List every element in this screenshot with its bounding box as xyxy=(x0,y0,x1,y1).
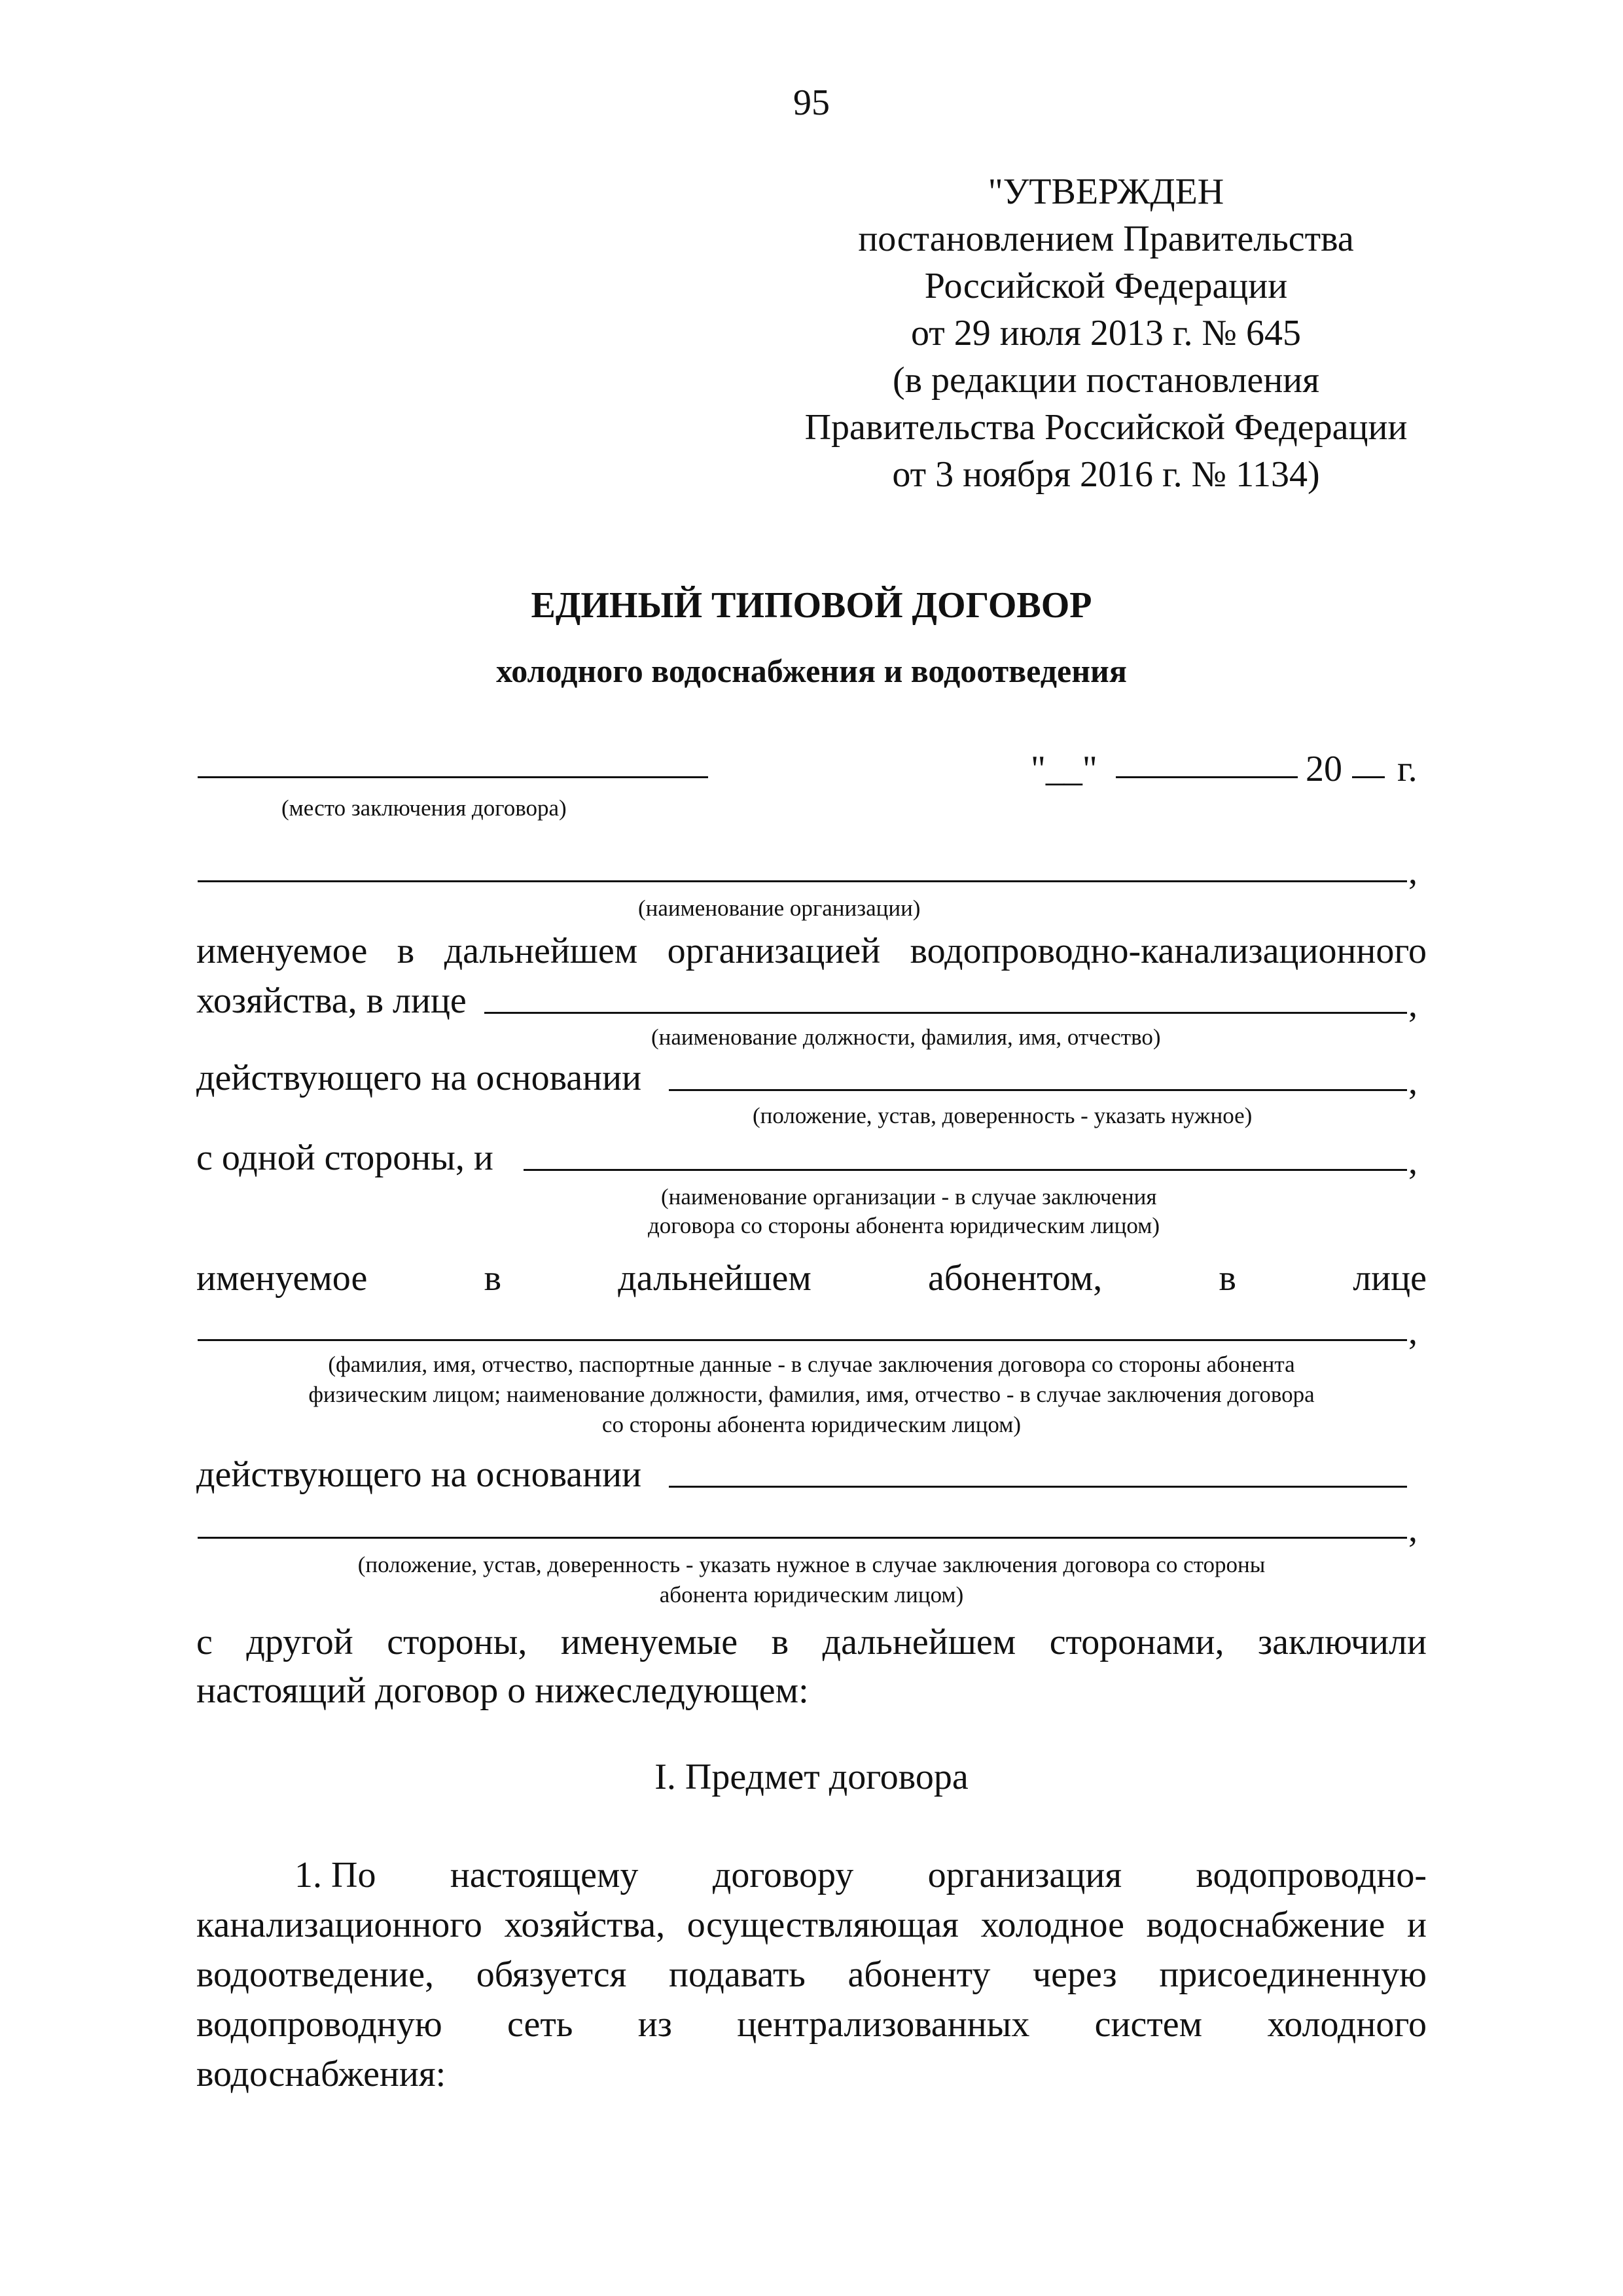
in-person-label: хозяйства, в лице xyxy=(196,980,467,1021)
word: водопроводно- xyxy=(1196,1855,1427,1895)
abonent-basis-caption-2: абонента юридическим лицом) xyxy=(659,1582,964,1607)
acting-basis-label-2: действующего на основании xyxy=(196,1454,642,1495)
word: сторонами, xyxy=(1049,1622,1224,1662)
word: обязуется xyxy=(476,1954,627,1995)
word: дальнейшем xyxy=(444,931,638,971)
word: дальнейшем xyxy=(618,1258,812,1299)
place-field-line[interactable] xyxy=(198,776,708,778)
clause-1-line-4 xyxy=(196,2001,1427,2047)
acting-basis-label: действующего на основании xyxy=(196,1058,642,1098)
word: сеть xyxy=(507,2004,573,2045)
basis-caption: (положение, устав, доверенность - указать нужное) xyxy=(753,1103,1253,1128)
year-suffix: г. xyxy=(1397,749,1418,789)
approval-line: от 3 ноября 2016 г. № 1134) xyxy=(892,454,1320,495)
word: водоотведение, xyxy=(196,1954,435,1995)
word: организация xyxy=(927,1855,1122,1895)
approval-line: (в редакции постановления xyxy=(892,360,1320,401)
word: абонентом, xyxy=(928,1258,1103,1299)
word: с xyxy=(196,1622,213,1662)
named-abonent-line xyxy=(196,1255,1427,1301)
word: холодного xyxy=(1267,2004,1427,2045)
comma: , xyxy=(1408,1312,1418,1352)
word: централизованных xyxy=(737,2004,1030,2045)
representative-field-line[interactable] xyxy=(484,1012,1407,1014)
clause-1-line-3 xyxy=(196,1952,1427,1998)
clause-1-line-5: водоснабжения: xyxy=(196,2054,446,2094)
word: абоненту xyxy=(847,1954,991,1995)
place-caption: (место заключения договора) xyxy=(281,795,567,821)
word: подавать xyxy=(669,1954,806,1995)
abonent-person-field-line[interactable] xyxy=(198,1339,1407,1341)
position-fio-caption: (наименование должности, фамилия, имя, отчество) xyxy=(651,1024,1161,1050)
abonent-org-caption-1: (наименование организации - в случае заключения xyxy=(661,1184,1157,1210)
basis-field-line[interactable] xyxy=(669,1089,1407,1091)
word: организацией xyxy=(667,931,881,971)
word: водопроводно-канализационного xyxy=(910,931,1427,971)
abonent-org-caption-2: договора со стороны абонента юридическим лицом) xyxy=(648,1213,1160,1238)
year-prefix: 20 xyxy=(1306,749,1342,789)
word: присоединенную xyxy=(1159,1954,1427,1995)
abonent-person-caption-2: физическим лицом; наименование должности, фамилия, имя, отчество - в случае заключения договора xyxy=(308,1382,1315,1407)
section-title: I. Предмет договора xyxy=(654,1757,969,1797)
word: договору xyxy=(712,1855,854,1895)
word: водопроводную xyxy=(196,2004,442,2045)
date-day-field[interactable]: "__" xyxy=(1031,749,1097,789)
word: в xyxy=(397,931,415,971)
page-number: 95 xyxy=(793,82,830,123)
date-month-field-line[interactable] xyxy=(1116,776,1298,778)
clause-1-line-2: канализационного хозяйства, осуществляющая холодное водоснабжение и xyxy=(196,1905,1427,1945)
approval-line: Российской Федерации xyxy=(924,266,1288,306)
word: систем xyxy=(1094,2004,1203,2045)
word: лице xyxy=(1353,1258,1427,1299)
approval-line: постановлением Правительства xyxy=(858,219,1354,259)
comma: , xyxy=(1408,984,1418,1025)
approval-block xyxy=(746,169,1466,499)
word: именуемое xyxy=(196,1258,368,1299)
document-subtitle: холодного водоснабжения и водоотведения xyxy=(496,653,1127,689)
word: настоящему xyxy=(450,1855,639,1895)
word: именуемое xyxy=(196,931,368,971)
word: дальнейшем xyxy=(822,1622,1016,1662)
word: в xyxy=(484,1258,502,1299)
comma: , xyxy=(1408,852,1418,892)
abonent-basis-caption-1: (положение, устав, доверенность - указать нужное в случае заключения договора со стороны xyxy=(357,1552,1266,1577)
word: именуемые xyxy=(560,1622,738,1662)
abonent-org-field-line[interactable] xyxy=(524,1169,1407,1171)
approval-line: "УТВЕРЖДЕН xyxy=(988,171,1224,212)
document-title: ЕДИНЫЙ ТИПОВОЙ ДОГОВОР xyxy=(531,585,1092,626)
comma: , xyxy=(1408,1509,1418,1550)
org-name-caption: (наименование организации) xyxy=(638,895,921,921)
word: через xyxy=(1033,1954,1117,1995)
word: стороны, xyxy=(387,1622,527,1662)
comma: , xyxy=(1408,1141,1418,1182)
one-side-label: с одной стороны, и xyxy=(196,1138,493,1178)
year-field-line[interactable] xyxy=(1352,776,1385,778)
word: заключили xyxy=(1258,1622,1427,1662)
word: в xyxy=(1219,1258,1236,1299)
abonent-person-caption-1: (фамилия, имя, отчество, паспортные данные - в случае заключения договора со стороны абонента xyxy=(328,1352,1295,1377)
comma: , xyxy=(1408,1062,1418,1102)
agreement-line: настоящий договор о нижеследующем: xyxy=(196,1670,809,1711)
org-name-field-line[interactable] xyxy=(198,880,1407,882)
word: другой xyxy=(246,1622,353,1662)
named-org-line xyxy=(196,928,1427,974)
word: в xyxy=(771,1622,789,1662)
abonent-person-caption-3: со стороны абонента юридическим лицом) xyxy=(601,1412,1022,1437)
abonent-basis-field-line[interactable] xyxy=(669,1486,1407,1488)
abonent-basis-field-line-2[interactable] xyxy=(198,1537,1407,1539)
word: 1. По xyxy=(294,1855,376,1895)
approval-line: Правительства Российской Федерации xyxy=(804,407,1408,448)
other-side-line xyxy=(196,1619,1427,1665)
approval-line: от 29 июля 2013 г. № 645 xyxy=(911,313,1301,353)
clause-1-line-1 xyxy=(294,1852,1427,1898)
word: из xyxy=(637,2004,672,2045)
